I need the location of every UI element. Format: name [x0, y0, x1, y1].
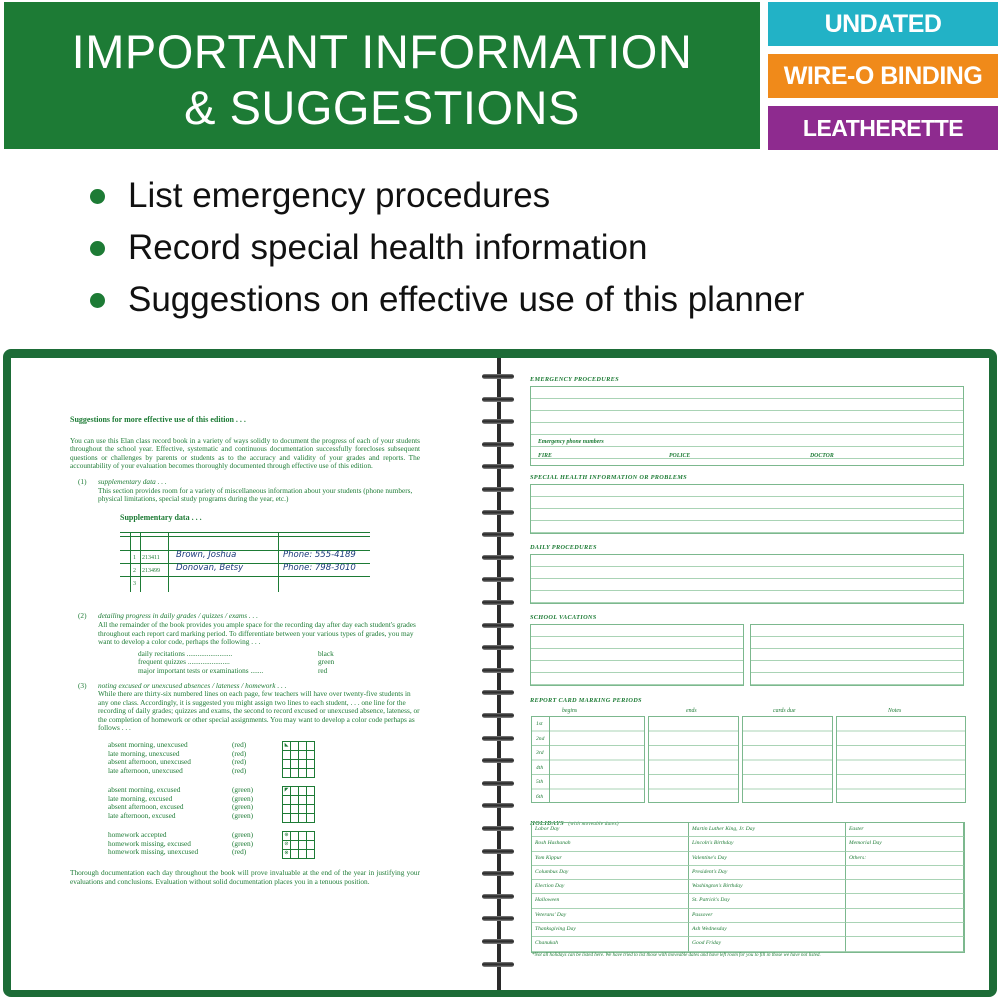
title-line-2: & SUGGESTIONS — [184, 81, 580, 134]
code-label: daily recitations ......................... — [138, 648, 233, 658]
code-color: (red) — [232, 748, 247, 758]
binding-ring — [482, 575, 514, 584]
vacations-box-left — [530, 624, 744, 686]
code-label: homework missing, excused — [108, 838, 191, 848]
rc-row-label: 5th — [536, 779, 544, 785]
color-code-list — [138, 650, 420, 676]
item-number: (2) — [78, 611, 87, 621]
code-label: absent afternoon, excused — [108, 802, 184, 812]
code-label: late morning, unexcused — [108, 748, 180, 758]
binding-ring — [482, 530, 514, 539]
student-phone: Phone: 798-3010 — [283, 563, 356, 574]
holiday-cell: Thanksgiving Day — [532, 923, 689, 937]
item-title: supplementary data . . . — [98, 476, 167, 486]
code-color: (red) — [232, 847, 247, 857]
holiday-cell: Election Day — [532, 880, 689, 894]
code-label: late afternoon, excused — [108, 810, 176, 820]
binding-ring — [482, 440, 514, 449]
code-label: late morning, excused — [108, 793, 173, 803]
holiday-cell: Valentine's Day — [689, 852, 846, 866]
emergency-section — [530, 376, 964, 466]
bullet-icon — [90, 241, 105, 256]
binding-ring — [482, 485, 514, 494]
feature-list — [90, 170, 804, 326]
holiday-cell: President's Day — [689, 866, 846, 880]
holiday-cell: Easter — [846, 823, 964, 837]
daily-box — [530, 554, 964, 604]
item-body: This section provides room for a variety of miscellaneous information about your students (phone numbers, physical limitations, special study programs during the year, etc.) — [98, 485, 413, 504]
holiday-cell: Memorial Day — [846, 837, 964, 851]
holiday-cell: Martin Luther King, Jr. Day — [689, 823, 846, 837]
student-id: 213499 — [142, 568, 160, 575]
rc-head-cards-due: cards due — [773, 708, 796, 714]
item-title: noting excused or unexcused absences / lateness / homework . . . — [98, 680, 287, 690]
supplementary-example — [120, 532, 370, 592]
title-banner — [4, 2, 760, 149]
binding-ring — [482, 598, 514, 607]
holiday-cell: Lincoln's Birthday — [689, 837, 846, 851]
binding-ring — [482, 508, 514, 517]
fire-label: FIRE — [538, 453, 552, 459]
code-color: green — [318, 657, 335, 667]
binding-ring — [482, 417, 514, 426]
binding-ring — [482, 372, 514, 381]
item-2 — [70, 612, 420, 675]
binding-ring — [482, 937, 514, 946]
holiday-cell — [846, 937, 964, 951]
binding-ring — [482, 621, 514, 630]
holiday-cell: St. Patrick's Day — [689, 894, 846, 908]
feature-item — [90, 170, 804, 222]
rc-begins-col — [531, 716, 645, 803]
item-body: While there are thirty-six numbered lines on each page, few teachers will have over twenty-five students in any one class. Accordingly, it is suggested you might assign two lines to each student, . . . one line for the recording of daily grades; quizzes and exams, the second to record excused or unexcused absence, lateness, or the completion of homework or other special assignments. You may want to develop a color code perhaps as follows . . . — [98, 689, 420, 733]
code-label: frequent quizzes ....................... — [138, 657, 230, 667]
binding-ring — [482, 847, 514, 856]
vacations-section — [530, 614, 964, 686]
code-color: (red) — [232, 740, 247, 750]
binding-ring — [482, 779, 514, 788]
holiday-cell: Halloween — [532, 894, 689, 908]
holidays-table — [531, 822, 965, 953]
report-card-section — [530, 697, 964, 704]
holidays-footnote: *Not all holidays can be listed here. We have tried to list those with moveable dates and have left room for you to fill in those we have not listed. — [532, 953, 821, 958]
rc-row-label: 6th — [536, 793, 544, 800]
feature-text: Record special health information — [128, 228, 648, 267]
student-phone: Phone: 555-4189 — [283, 550, 356, 561]
item-number: (1) — [78, 476, 87, 486]
rc-row-label: 3rd — [536, 750, 544, 756]
code-color: (green) — [232, 810, 254, 820]
code-label: absent morning, excused — [108, 785, 181, 795]
intro-paragraph: You can use this Elan class record book in a variety of ways solidly to document the progress of each of your students throughout the school year. Effective, systematic and continuous documentation successfully forecloses subsequent questions or challenges by parents or students as to the accuracy and validity of your grades and reports. The accountability of your evaluation becomes thoroughly documented through effective use of this edition. — [70, 435, 420, 471]
item-title: detailing progress in daily grades / quizzes / exams . . . — [98, 611, 258, 621]
item-body: All the remainder of the book provides you ample space for the recording day after day each student's grades throughout each report card marking period. To differentiate between your various types of grades, you may want to develop a color code, perhaps the following . . . — [98, 619, 416, 647]
health-heading: SPECIAL HEALTH INFORMATION OR PROBLEMS — [530, 474, 687, 481]
rc-row-label: 2nd — [536, 735, 545, 742]
item-1 — [70, 478, 420, 504]
holiday-cell: Labor Day — [532, 823, 689, 837]
holidays-heading: HOLIDAYS — [530, 820, 564, 827]
holiday-cell: Ash Wednesday — [689, 923, 846, 937]
holiday-cell: Others: — [846, 852, 964, 866]
code-label: major important tests or examinations ....... — [138, 665, 264, 675]
holiday-cell: Chanukah — [532, 937, 689, 951]
binding-ring — [482, 824, 514, 833]
holiday-cell: Good Friday — [689, 937, 846, 951]
health-box — [530, 484, 964, 534]
code-sample-grid: ◤ — [282, 786, 315, 823]
absence-code-group — [108, 741, 420, 778]
code-color: (green) — [232, 802, 254, 812]
report-card-table — [531, 716, 966, 803]
holidays-note: (with moveable dates) — [568, 822, 619, 827]
holiday-cell: Rosh Hashanah — [532, 837, 689, 851]
daily-heading: DAILY PROCEDURES — [530, 544, 597, 551]
binding-ring — [482, 688, 514, 697]
binding-ring — [482, 869, 514, 878]
supplementary-title: Supplementary data . . . — [120, 512, 202, 522]
rc-notes-col — [836, 716, 966, 803]
homework-code-group — [108, 831, 420, 859]
closing-paragraph: Thorough documentation each day throughout the book will prove invaluable at the end of the year in justifying your evaluations and conclusions. Evaluation without solid documentation places you in a tenuous position. — [70, 868, 420, 886]
rc-ends-col — [648, 716, 739, 803]
binding-ring — [482, 960, 514, 969]
health-section — [530, 474, 964, 534]
student-name: Brown, Joshua — [176, 550, 237, 561]
code-color: (green) — [232, 838, 254, 848]
holiday-cell: Passover — [689, 909, 846, 923]
code-label: homework missing, unexcused — [108, 847, 199, 857]
binding-ring — [482, 914, 514, 923]
binding-badge: WIRE-O BINDING — [768, 54, 998, 98]
feature-item — [90, 222, 804, 274]
holiday-cell: Washington's Birthday — [689, 880, 846, 894]
binding-ring — [482, 666, 514, 675]
rc-head-notes: Notes — [888, 708, 902, 714]
binding-ring — [482, 553, 514, 562]
code-label: absent morning, unexcused — [108, 740, 188, 750]
code-sample-grid: ◣ — [282, 741, 315, 778]
bullet-icon — [90, 189, 105, 204]
binding-ring — [482, 643, 514, 652]
holiday-cell — [846, 909, 964, 923]
binding-ring — [482, 756, 514, 765]
emergency-heading: EMERGENCY PROCEDURES — [530, 376, 619, 383]
code-color: (green) — [232, 785, 254, 795]
binding-ring — [482, 395, 514, 404]
vacations-box-right — [750, 624, 964, 686]
phone-numbers-label: Emergency phone numbers — [538, 439, 604, 445]
rc-row-label: 4th — [536, 764, 544, 771]
holiday-cell: Veterans' Day — [532, 909, 689, 923]
feature-text: Suggestions on effective use of this planner — [128, 280, 805, 319]
cover-badge: LEATHERETTE COVER — [768, 106, 998, 150]
binding-ring — [482, 462, 514, 471]
holiday-cell — [846, 866, 964, 880]
code-color: black — [318, 648, 334, 658]
rc-head-ends: ends — [686, 708, 697, 714]
code-color: (green) — [232, 793, 254, 803]
bullet-icon — [90, 293, 105, 308]
code-color: red — [318, 665, 328, 675]
doctor-label: DOCTOR — [810, 453, 834, 459]
code-label: homework accepted — [108, 830, 167, 840]
student-name: Donovan, Betsy — [176, 563, 244, 574]
code-label: late afternoon, unexcused — [108, 765, 183, 775]
excused-code-group — [108, 786, 420, 823]
feature-text: List emergency procedures — [128, 176, 551, 215]
vacations-heading: SCHOOL VACATIONS — [530, 614, 597, 621]
title-line-1: IMPORTANT INFORMATION — [71, 25, 693, 78]
row-number: 3 — [133, 581, 136, 588]
daily-section — [530, 544, 964, 604]
student-id: 213411 — [142, 555, 160, 562]
binding-ring — [482, 892, 514, 901]
item-3 — [70, 682, 420, 860]
undated-badge: UNDATED — [768, 2, 998, 46]
binding-ring — [482, 734, 514, 743]
holiday-cell — [846, 894, 964, 908]
code-sample-grid: ⊕ ⊘ ⊗ — [282, 831, 315, 859]
code-label: absent afternoon, unexcused — [108, 757, 191, 767]
suggestions-heading: Suggestions for more effective use of this edition . . . — [70, 415, 246, 424]
police-label: POLICE — [669, 453, 691, 459]
holiday-cell: Yom Kippur — [532, 852, 689, 866]
rc-row-label: 1st — [536, 721, 543, 727]
holiday-cell — [846, 923, 964, 937]
feature-item — [90, 274, 804, 326]
row-number: 1 — [133, 555, 136, 562]
item-number: (3) — [78, 680, 87, 690]
holiday-cell — [846, 880, 964, 894]
code-color: (red) — [232, 765, 247, 775]
code-color: (green) — [232, 830, 254, 840]
binding-ring — [482, 801, 514, 810]
binding-ring — [482, 711, 514, 720]
report-card-heading: REPORT CARD MARKING PERIODS — [530, 697, 642, 704]
rc-cards-due-col — [742, 716, 833, 803]
code-color: (red) — [232, 757, 247, 767]
rc-head-begins: begins — [562, 708, 578, 714]
emergency-box — [530, 386, 964, 466]
suggestions-text — [70, 416, 420, 893]
holiday-cell: Columbus Day — [532, 866, 689, 880]
row-number: 2 — [133, 568, 136, 575]
